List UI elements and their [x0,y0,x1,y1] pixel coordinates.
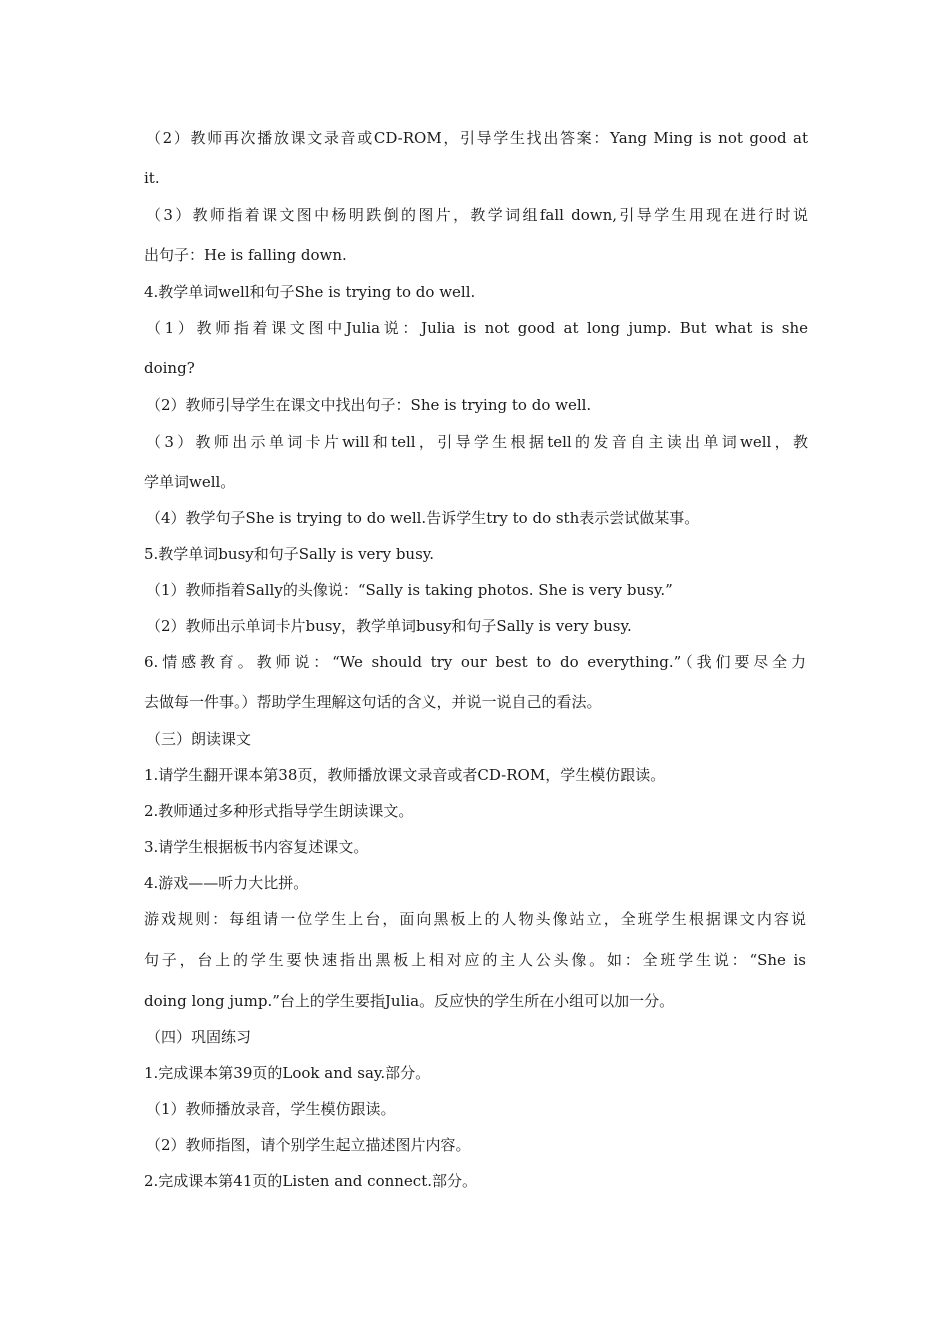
text-line: （1）教师指着Sally的头像说：“Sally is taking photos. She is very busy.” [146,581,673,599]
text-line: doing long jump.”台上的学生要指Julia。反应快的学生所在小组可以加一分。 [144,992,675,1010]
text-line: 4.教学单词well和句子She is trying to do well. [144,283,476,301]
text-line: （1）教师播放录音，学生模仿跟读。 [146,1100,396,1118]
text-line: 游戏规则：每组请一位学生上台，面向黑板上的人物头像站立，全班学生根据课文内容说 [144,910,806,928]
text-line: （4）教学句子She is trying to do well.告诉学生try to do sth表示尝试做某事。 [146,509,700,527]
text-line: 学单词well。 [144,473,236,491]
text-line: （3）教师出示单词卡片will和tell，引导学生根据tell的发音自主读出单词well，教 [146,433,808,451]
text-line: it. [144,169,160,187]
text-line: doing? [144,359,195,377]
section-heading: （三）朗读课文 [146,730,252,748]
section-heading: （四）巩固练习 [146,1028,252,1046]
text-line: （1）教师指着课文图中Julia说：Julia is not good at long jump. But what is she [146,319,808,337]
text-line: 去做每一件事。）帮助学生理解这句话的含义，并说一说自己的看法。 [144,693,602,711]
text-line: 6.情感教育。教师说：“We should try our best to do everything.”（我们要尽全力 [144,653,806,671]
text-line: （3）教师指着课文图中杨明跌倒的图片，教学词组fall down,引导学生用现在进行时说 [146,206,808,224]
text-line: 4.游戏——听力大比拼。 [144,874,309,892]
text-line: 1.完成课本第39页的Look and say.部分。 [144,1064,431,1082]
text-line: （2）教师再次播放课文录音或CD-ROM，引导学生找出答案：Yang Ming is not good at [146,129,808,147]
text-line: 出句子：He is falling down. [144,246,347,264]
text-line: （2）教师引导学生在课文中找出句子：She is trying to do well. [146,396,592,414]
text-line: 1.请学生翻开课本第38页，教师播放课文录音或者CD-ROM，学生模仿跟读。 [144,766,666,784]
text-line: （2）教师出示单词卡片busy，教学单词busy和句子Sally is very busy. [146,617,632,635]
text-line: 2.完成课本第41页的Listen and connect.部分。 [144,1172,477,1190]
text-line: 句子，台上的学生要快速指出黑板上相对应的主人公头像。如：全班学生说：“She is [144,951,806,969]
text-line: 3.请学生根据板书内容复述课文。 [144,838,369,856]
text-line: 2.教师通过多种形式指导学生朗读课文。 [144,802,414,820]
text-line: 5.教学单词busy和句子Sally is very busy. [144,545,435,563]
text-line: （2）教师指图，请个别学生起立描述图片内容。 [146,1136,471,1154]
